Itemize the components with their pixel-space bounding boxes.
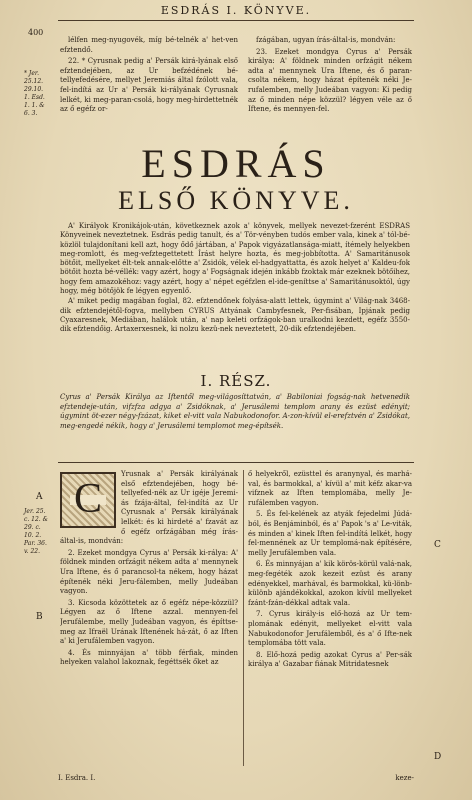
paragraph: 2. Ezeket mondgya Cyrus a' Persák ki-rálya: A' földnek minden orfzágit nékem adta a' mennynek Ura Iftene, és ő parancsol-ta nékem, hogy házat építenék néki Jeru-fálemben, melly Judeában vagyon. bbox=[60, 548, 238, 596]
top-left-column bbox=[60, 36, 238, 136]
page-footer bbox=[58, 774, 414, 782]
bottom-right-column bbox=[248, 470, 412, 768]
dropcap-letter: C bbox=[70, 495, 106, 505]
paragraph: 5. És fel-kelének az atyák fejedelmi Júdá-ból, és Benjáminból, és a' Papok 's a' Le-viták, és minden a' kinek Iften fel-indítá lelkét, hogy fel-mennének az Ur templomá-nak építésére, melly Jerufálemben vala. bbox=[248, 510, 412, 557]
dropcap-ornament bbox=[60, 472, 116, 528]
part-title: I. RÉSZ. bbox=[200, 372, 272, 390]
margin-letter-c: C bbox=[434, 540, 441, 550]
chapter-summary: Cyrus a' Persák Királya az Iftentől meg-világosíttatván, a' Babiloniai fogság-nak hetvenedik efztendeje-után, vifzfza adgya a' Zsidóknak, a' Jerusálemi templom arany és ezüst edényit; úgymint öt-ezer négy-fzázat, kiket el-vitt vala Nabukodonofor. A-zon-kívül el-erefztvén a' Zsidókat, meg-engedé nékik, hogy a' Jerusálemi templomot meg-építsék. bbox=[60, 393, 410, 430]
top-right-column bbox=[248, 36, 412, 136]
book-title: ESDRÁS bbox=[141, 141, 331, 186]
bottom-left-column bbox=[60, 470, 238, 768]
paragraph: 6. És minnyájan a' kik körös-körül valá-nak, meg-fegéték azok kezeit ezüst és arany edényekkel, marhával, és barmokkal, kü-lönb-különb ajándékokkal, azokon kívül mellyeket fzánt-fzán-dékkal adtak vala. bbox=[248, 560, 412, 607]
margin-note-top: * Jer. 25.12. 29.10. 1. Esd. 1. 1. & 6. 3. bbox=[24, 70, 45, 117]
paragraph: 23. Ezeket mondgya Cyrus a' Persák királya: A' földnek minden orfzágit nékem adta a' mennynek Ura Iftene, és ő paran-csolta nékem, hogy házat építenék néki Je-rufalemben, melly Judeában vagyon: Ki pedig az ő minden népe közzül? légyen véle az ő Iftene, és mennyen-fel. bbox=[248, 47, 412, 114]
paragraph: 22. * Cyrusnak pedig a' Persák kirá-lyának első efztendejében, az Ur befzédének bé-tellyefedésére, mellyet Jeremiás által fzólott vala, fel-indítá az Ur a' Persák ki-rályának Cyrusnak lelkét, ki meg-paran-csolá, hogy meg-hirdettetnék az ő egéfz or- bbox=[60, 57, 238, 114]
margin-letter-b: B bbox=[36, 612, 43, 622]
paragraph: 4. És minnyájan a' több férfiak, minden helyeken valahol lakoznak, fegéttsék őket az bbox=[60, 648, 238, 667]
paragraph: ő helyekről, ezüsttel és aranynyal, és marhá-val, és barmokkal, a' kívül a' mit kéfz akar-va vifznek az Iften templomába, melly Je-rufálemben vagyon. bbox=[248, 470, 412, 507]
page-number: 400 bbox=[28, 28, 44, 37]
summary-rule bbox=[58, 462, 414, 463]
book-introduction bbox=[60, 222, 410, 370]
running-header: ESDRÁS I. KÖNYVE. bbox=[160, 4, 312, 17]
paragraph: A' Királyok Kronikájok-után, következnek azok a' könyvek, mellyek nevezet-fzerént ESDRÁS Könyveinek neveztetnek. Esdrás pedig tanult, és a' Tör-vényben tudós ember vala, kinek a' tól-bé-közlöl tulajdonítani kell azt, hogy ődő jártában, a' Papok vigyázatlansága-miatt, ítémely helyekben meg-romlott, és meg-vefztegettetett Írást helyre hozta, és meg-jobbította. A' Samaritánusok bötőit, mellyeket élt-tek annak-előtte a' Zsidók, vélek el-hadgyattatta, és azok helyet a' Kaldeu-fok bötőit hozta bé-véllék: vagy azért, hogy a' Fogságnak idején inkább fzoktak már ezeknek bötőihez, hogy fem amazokéhoz: vagy azért, hogy a' népet egéfzlen el-ide-geníttse a' Samaritánusoktól, úgy hogy, még bötőjök fe légyen egyenlő. bbox=[60, 222, 410, 296]
paragraph: 8. Elő-hozá pedig azokat Cyrus a' Per-sák királya a' Gazabar fiának Mitridatesnek bbox=[248, 650, 412, 669]
book-subtitle: ELSŐ KÖNYVE. bbox=[118, 186, 354, 215]
margin-letter-d: D bbox=[434, 752, 442, 762]
margin-note-bottom: Jer. 25. c. 12. & 29. c. 10. 2. Par. 36. v. 22. bbox=[24, 508, 48, 555]
paragraph: Yrusnak a' Persák királyának első efztendejében, hogy bé-tellyefed-nék az Ur igéje Jeremi-ás fzája-által, fel-indítá az Ur Cyrusnak a' Persák királyának lelkét: és ki hirdeté a' fzavát az ő egéfz orfzágában még írás-által-is, mondván: bbox=[60, 470, 238, 546]
paragraph: A' miket pedig magában foglal, 82. efztendőnek folyása-alatt lettek, úgymint a' Világ-nak 3468-dik efztendejétől-fogva, mellyben CYRUS Attyának Cambyfesnek, Per-fisában, Ipjának pedig Cyaxaresnek, Mediában, halálok után, a' nap keleti orfzágok-ban uralkodni kezdett, egéfz 3550-dik efztendőig. Artaxerxesnek, ki nolzu kezü-nek neveztetett, 20-dik efztendejében. bbox=[60, 297, 410, 334]
margin-letter-a: A bbox=[36, 492, 43, 502]
paragraph: 3. Kicsoda közöttetek az ő egéfz népe-közzül? Légyen az ő Iftene azzal. mennyen-fel Jerufálembe, melly Judeában vagyon, és építtse-meg az Ifraël Urának Iftenének há-zát, ő az Iften a' ki Jerufálemben vagyon. bbox=[60, 598, 238, 646]
paragraph: fzágában, ugyan írás-által-is, mondván: bbox=[256, 36, 396, 44]
paragraph: 7. Cyrus király-is elő-hozá az Ur tem-plomának edényit, mellyeket el-vitt vala Nabukodonofor Jerufálemből, és a' ő Ifte-nek templomába tött vala. bbox=[248, 610, 412, 648]
catchword: keze- bbox=[395, 774, 414, 782]
signature-mark: I. Esdra. I. bbox=[58, 774, 96, 782]
column-divider bbox=[243, 470, 244, 766]
header-rule bbox=[58, 20, 414, 21]
paragraph: lélfen meg-nyugovék, míg bé-telnék a' het-ven efztendő. bbox=[60, 36, 238, 54]
